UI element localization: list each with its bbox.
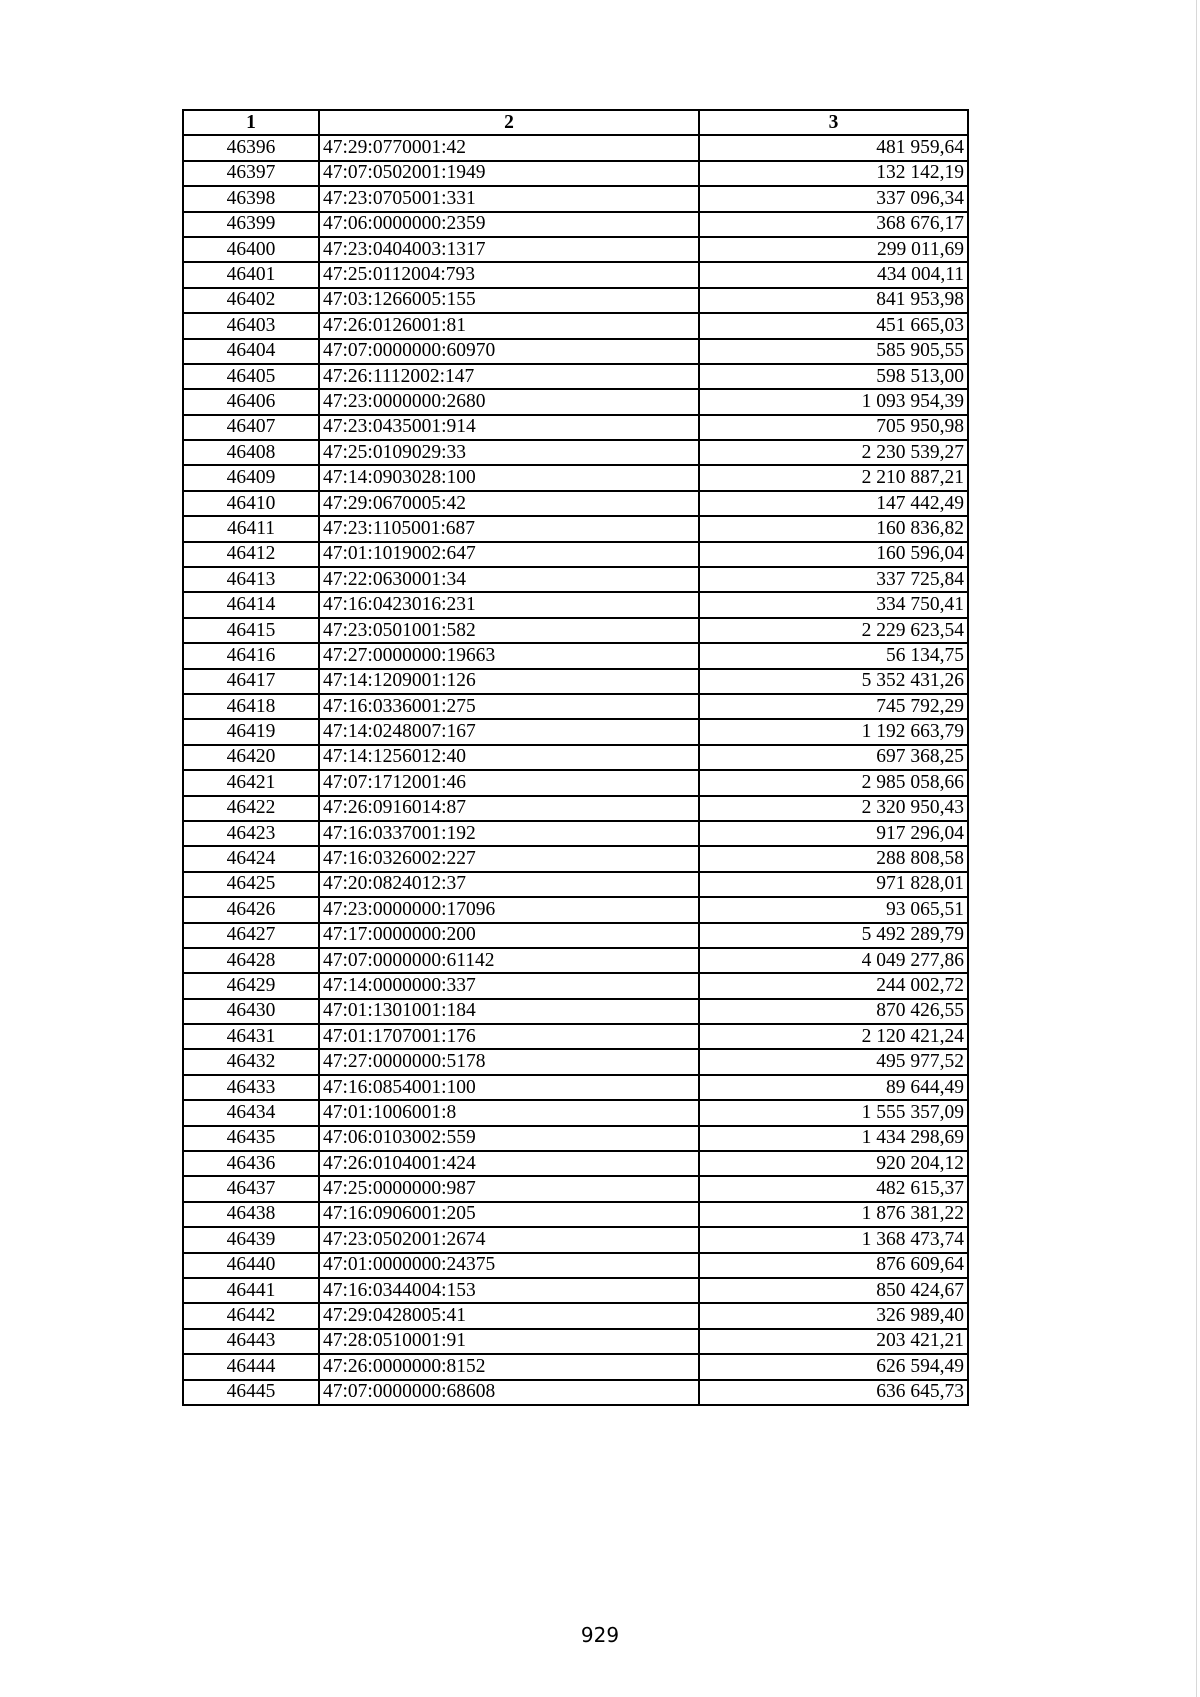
cadastral-number: 47:29:0770001:42 [319, 135, 699, 160]
cadastral-value: 971 828,01 [699, 872, 968, 897]
table-row [183, 1049, 968, 1074]
cadastral-number: 47:17:0000000:200 [319, 923, 699, 948]
table-row [183, 948, 968, 973]
row-number: 46400 [183, 237, 319, 262]
table-row [183, 999, 968, 1024]
cadastral-number: 47:23:0404003:1317 [319, 237, 699, 262]
cadastral-number: 47:14:0903028:100 [319, 465, 699, 490]
cadastral-number: 47:14:1209001:126 [319, 669, 699, 694]
cadastral-value: 93 065,51 [699, 897, 968, 922]
cadastral-value: 920 204,12 [699, 1151, 968, 1176]
row-number: 46431 [183, 1024, 319, 1049]
row-number: 46442 [183, 1303, 319, 1328]
row-number: 46406 [183, 389, 319, 414]
row-number: 46403 [183, 313, 319, 338]
table-row [183, 415, 968, 440]
row-number: 46422 [183, 796, 319, 821]
cadastral-number: 47:27:0000000:19663 [319, 643, 699, 668]
row-number: 46413 [183, 567, 319, 592]
cadastral-number: 47:23:0501001:582 [319, 618, 699, 643]
cadastral-number: 47:23:0000000:2680 [319, 389, 699, 414]
cadastral-number: 47:07:0502001:1949 [319, 161, 699, 186]
row-number: 46397 [183, 161, 319, 186]
cadastral-value: 244 002,72 [699, 973, 968, 998]
cadastral-number: 47:01:1006001:8 [319, 1100, 699, 1125]
cadastral-number: 47:25:0109029:33 [319, 440, 699, 465]
cadastral-value: 481 959,64 [699, 135, 968, 160]
row-number: 46419 [183, 719, 319, 744]
table-row [183, 897, 968, 922]
table-row [183, 643, 968, 668]
row-number: 46440 [183, 1253, 319, 1278]
cadastral-number: 47:16:0906001:205 [319, 1202, 699, 1227]
table-row [183, 567, 968, 592]
page-edge-rule [1196, 0, 1197, 1697]
cadastral-number: 47:07:1712001:46 [319, 770, 699, 795]
cadastral-number: 47:16:0854001:100 [319, 1075, 699, 1100]
row-number: 46402 [183, 288, 319, 313]
row-number: 46438 [183, 1202, 319, 1227]
cadastral-value: 288 808,58 [699, 846, 968, 871]
row-number: 46430 [183, 999, 319, 1024]
row-number: 46434 [183, 1100, 319, 1125]
row-number: 46409 [183, 465, 319, 490]
table-row [183, 186, 968, 211]
table-row [183, 846, 968, 871]
cadastral-value: 368 676,17 [699, 212, 968, 237]
cadastral-number: 47:01:1707001:176 [319, 1024, 699, 1049]
cadastral-value: 2 320 950,43 [699, 796, 968, 821]
cadastral-number: 47:14:1256012:40 [319, 745, 699, 770]
row-number: 46411 [183, 516, 319, 541]
cadastral-value: 870 426,55 [699, 999, 968, 1024]
row-number: 46429 [183, 973, 319, 998]
table-row [183, 1126, 968, 1151]
table-row [183, 1303, 968, 1328]
cadastral-value: 451 665,03 [699, 313, 968, 338]
header-row [183, 110, 968, 135]
table-row [183, 161, 968, 186]
cadastral-number: 47:23:1105001:687 [319, 516, 699, 541]
row-number: 46439 [183, 1227, 319, 1252]
table-body [183, 135, 968, 1405]
cadastral-value: 1 192 663,79 [699, 719, 968, 744]
table-row [183, 821, 968, 846]
cadastral-number: 47:20:0824012:37 [319, 872, 699, 897]
cadastral-value: 636 645,73 [699, 1380, 968, 1405]
cadastral-value: 2 229 623,54 [699, 618, 968, 643]
table-row [183, 135, 968, 160]
table-row [183, 364, 968, 389]
cadastral-number: 47:29:0670005:42 [319, 491, 699, 516]
cadastral-value: 1 368 473,74 [699, 1227, 968, 1252]
cadastral-value: 5 352 431,26 [699, 669, 968, 694]
table-header [183, 110, 968, 135]
row-number: 46421 [183, 770, 319, 795]
cadastral-number: 47:26:0000000:8152 [319, 1354, 699, 1379]
cadastral-value: 2 120 421,24 [699, 1024, 968, 1049]
cadastral-number: 47:16:0337001:192 [319, 821, 699, 846]
cadastral-number: 47:01:1019002:647 [319, 542, 699, 567]
row-number: 46404 [183, 339, 319, 364]
cadastral-number: 47:14:0248007:167 [319, 719, 699, 744]
cadastral-number: 47:07:0000000:60970 [319, 339, 699, 364]
table-row [183, 745, 968, 770]
table-row [183, 1202, 968, 1227]
cadastral-value: 585 905,55 [699, 339, 968, 364]
table-row [183, 669, 968, 694]
cadastral-value: 160 836,82 [699, 516, 968, 541]
table-row [183, 542, 968, 567]
table-row [183, 1176, 968, 1201]
cadastral-value: 917 296,04 [699, 821, 968, 846]
row-number: 46412 [183, 542, 319, 567]
table-row [183, 694, 968, 719]
table-row [183, 465, 968, 490]
table-row [183, 389, 968, 414]
cadastral-value: 1 876 381,22 [699, 1202, 968, 1227]
table-row [183, 491, 968, 516]
table-row [183, 212, 968, 237]
table-row [183, 618, 968, 643]
cadastral-number: 47:01:0000000:24375 [319, 1253, 699, 1278]
row-number: 46423 [183, 821, 319, 846]
table-row [183, 440, 968, 465]
cadastral-value: 697 368,25 [699, 745, 968, 770]
cadastral-value: 337 725,84 [699, 567, 968, 592]
cadastral-value: 626 594,49 [699, 1354, 968, 1379]
cadastral-number: 47:29:0428005:41 [319, 1303, 699, 1328]
row-number: 46398 [183, 186, 319, 211]
cadastral-number: 47:23:0000000:17096 [319, 897, 699, 922]
cadastral-number: 47:23:0435001:914 [319, 415, 699, 440]
cadastral-number: 47:14:0000000:337 [319, 973, 699, 998]
cadastral-value: 2 230 539,27 [699, 440, 968, 465]
row-number: 46408 [183, 440, 319, 465]
column-header-2: 2 [319, 110, 699, 135]
column-header-1: 1 [183, 110, 319, 135]
table-row [183, 262, 968, 287]
column-header-3: 3 [699, 110, 968, 135]
row-number: 46401 [183, 262, 319, 287]
row-number: 46396 [183, 135, 319, 160]
cadastral-number: 47:26:0104001:424 [319, 1151, 699, 1176]
cadastral-value: 56 134,75 [699, 643, 968, 668]
table-row [183, 1100, 968, 1125]
cadastral-value: 745 792,29 [699, 694, 968, 719]
cadastral-value: 337 096,34 [699, 186, 968, 211]
row-number: 46420 [183, 745, 319, 770]
table-row [183, 1354, 968, 1379]
cadastral-number: 47:25:0000000:987 [319, 1176, 699, 1201]
cadastral-value: 89 644,49 [699, 1075, 968, 1100]
cadastral-value: 495 977,52 [699, 1049, 968, 1074]
table-row [183, 1075, 968, 1100]
row-number: 46426 [183, 897, 319, 922]
row-number: 46424 [183, 846, 319, 871]
table-row [183, 1278, 968, 1303]
cadastral-number: 47:26:1112002:147 [319, 364, 699, 389]
cadastral-value: 147 442,49 [699, 491, 968, 516]
page-number: 929 [580, 1623, 620, 1647]
cadastral-value: 705 950,98 [699, 415, 968, 440]
cadastral-value: 5 492 289,79 [699, 923, 968, 948]
table-row [183, 1151, 968, 1176]
table-row [183, 1380, 968, 1405]
row-number: 46428 [183, 948, 319, 973]
cadastral-number: 47:01:1301001:184 [319, 999, 699, 1024]
table-row [183, 973, 968, 998]
row-number: 46418 [183, 694, 319, 719]
cadastral-number: 47:22:0630001:34 [319, 567, 699, 592]
row-number: 46410 [183, 491, 319, 516]
cadastral-number: 47:06:0103002:559 [319, 1126, 699, 1151]
table-row [183, 1329, 968, 1354]
cadastral-value: 1 555 357,09 [699, 1100, 968, 1125]
cadastral-number: 47:03:1266005:155 [319, 288, 699, 313]
cadastral-value: 299 011,69 [699, 237, 968, 262]
cadastral-number: 47:25:0112004:793 [319, 262, 699, 287]
cadastral-value: 326 989,40 [699, 1303, 968, 1328]
row-number: 46444 [183, 1354, 319, 1379]
cadastral-number: 47:27:0000000:5178 [319, 1049, 699, 1074]
cadastral-value: 203 421,21 [699, 1329, 968, 1354]
cadastral-number: 47:07:0000000:61142 [319, 948, 699, 973]
cadastral-value: 334 750,41 [699, 592, 968, 617]
row-number: 46435 [183, 1126, 319, 1151]
cadastral-value: 482 615,37 [699, 1176, 968, 1201]
row-number: 46399 [183, 212, 319, 237]
cadastral-number: 47:23:0502001:2674 [319, 1227, 699, 1252]
row-number: 46441 [183, 1278, 319, 1303]
cadastral-value: 2 210 887,21 [699, 465, 968, 490]
cadastral-value: 876 609,64 [699, 1253, 968, 1278]
table-row [183, 872, 968, 897]
row-number: 46405 [183, 364, 319, 389]
cadastral-value: 841 953,98 [699, 288, 968, 313]
cadastral-number: 47:28:0510001:91 [319, 1329, 699, 1354]
cadastral-number: 47:16:0423016:231 [319, 592, 699, 617]
table-row [183, 923, 968, 948]
table-row [183, 237, 968, 262]
row-number: 46415 [183, 618, 319, 643]
row-number: 46414 [183, 592, 319, 617]
cadastral-value: 1 093 954,39 [699, 389, 968, 414]
cadastral-value: 598 513,00 [699, 364, 968, 389]
row-number: 46427 [183, 923, 319, 948]
row-number: 46417 [183, 669, 319, 694]
row-number: 46407 [183, 415, 319, 440]
cadastral-value: 1 434 298,69 [699, 1126, 968, 1151]
table-row [183, 288, 968, 313]
cadastral-number: 47:06:0000000:2359 [319, 212, 699, 237]
row-number: 46445 [183, 1380, 319, 1405]
cadastral-number: 47:07:0000000:68608 [319, 1380, 699, 1405]
cadastral-value: 2 985 058,66 [699, 770, 968, 795]
cadastral-number: 47:26:0916014:87 [319, 796, 699, 821]
table-row [183, 1253, 968, 1278]
cadastral-number: 47:23:0705001:331 [319, 186, 699, 211]
row-number: 46425 [183, 872, 319, 897]
table-row [183, 313, 968, 338]
table-row [183, 339, 968, 364]
table-row [183, 796, 968, 821]
table-row [183, 1024, 968, 1049]
row-number: 46433 [183, 1075, 319, 1100]
cadastral-number: 47:16:0326002:227 [319, 846, 699, 871]
row-number: 46443 [183, 1329, 319, 1354]
row-number: 46416 [183, 643, 319, 668]
cadastral-number: 47:16:0344004:153 [319, 1278, 699, 1303]
cadastral-value: 132 142,19 [699, 161, 968, 186]
table-row [183, 719, 968, 744]
row-number: 46437 [183, 1176, 319, 1201]
cadastral-value: 160 596,04 [699, 542, 968, 567]
cadastral-number: 47:16:0336001:275 [319, 694, 699, 719]
cadastral-value: 850 424,67 [699, 1278, 968, 1303]
cadastral-value-table [182, 109, 969, 1406]
row-number: 46432 [183, 1049, 319, 1074]
row-number: 46436 [183, 1151, 319, 1176]
cadastral-number: 47:26:0126001:81 [319, 313, 699, 338]
cadastral-value: 434 004,11 [699, 262, 968, 287]
cadastral-value: 4 049 277,86 [699, 948, 968, 973]
table-row [183, 1227, 968, 1252]
table-row [183, 770, 968, 795]
table-row [183, 592, 968, 617]
table-row [183, 516, 968, 541]
